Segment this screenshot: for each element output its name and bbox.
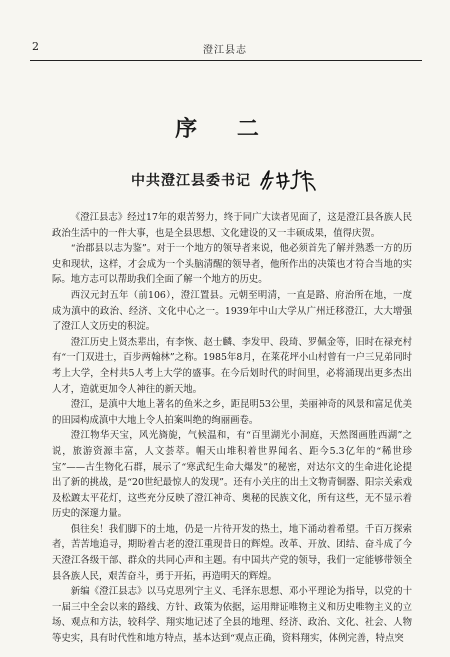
paragraph: 俱往矣！我们脚下的土地，仍是一片待开发的热土，地下涌动着希望。千百万探索者，苦苦地追寻，期盼着古老的澄江重现昔日的辉煌。改革、开放、团结、奋斗成了今天澄江各级干部、群众的共同心声和主题。有中国共产党的领导，我们一定能够带领全县各族人民，艰苦奋斗，勇于开拓，再造明天的辉煌。	[52, 523, 412, 582]
handwritten-signature	[257, 167, 319, 193]
paragraph: 《澄江县志》经过17年的艰苦努力，终于同广大读者见面了，这是澄江县各族人民政治生活中的一件大事，也是全县思想、文化建设的又一丰硕成果，值得庆贺。	[52, 212, 412, 239]
paragraph: “治郡县以志为鉴”。对于一个地方的领导者来说，他必须首先了解并熟悉一方的历史和现状，这样，才会成为一个头脑清醒的领导者，他所作出的决策也才符合当地的实际。地方志可以帮助我们全面了解一个地方的历史。	[52, 243, 412, 286]
byline	[0, 167, 450, 193]
paragraph: 新编《澄江县志》以马克思列宁主义、毛泽东思想、邓小平理论为指导，以党的十一届三中全会以来的路线、方针、政策为依据，运用辩证唯物主义和历史唯物主义的立场、观点和方法，较科学、翔实地记述了全县的地理、经济、政治、文化、社会、人物等史实，具有时代性和地方特点，基本达到“观点正确，资料翔实，体例完善，特点突	[52, 586, 412, 645]
section-title: 序 二	[175, 116, 275, 142]
author-title: 中共澄江县委书记	[131, 173, 251, 189]
preface-body	[52, 210, 412, 647]
paragraph: 澄江，是滇中大地上著名的鱼米之乡，距昆明53公里，美丽神奇的风景和富足优美的田园构成滇中大地上令人拍案叫绝的绚丽画卷。	[52, 399, 412, 426]
page-header	[30, 40, 420, 58]
paragraph: 西汉元封五年（前106），澄江置县。元朝至明清，一直是路、府治所在地，一度成为滇中的政治、经济、文化中心之一。1939年中山大学从广州迁移澄江，大大增强了澄江人文历史的积淀。	[52, 289, 412, 333]
running-title: 澄江县志	[203, 45, 247, 56]
page-number: 2	[32, 40, 39, 53]
header-rule	[30, 60, 422, 61]
paragraph: 澄江物华天宝，风光旖旎，气候温和，有“百里湖光小洞庭，天然图画胜西湖”之说，旅游资源丰富，人文荟萃。帽天山堆积着世界闻名、距今5.3亿年的“稀世珍宝”——古生物化石群，展示了“寒武纪生命大爆发”的秘密，对达尔文的生命进化论提出了新的挑战，是“20世纪最惊人的发现”。还有小关庄的出土文物青铜器、阳宗关索戏及松踱太平花灯，这些充分反映了澄江神奇、奥秘的民族文化，所有这些，无不显示着历史的深邃力量。	[52, 430, 412, 520]
paragraph: 澄江历史上贤杰辈出，有李恢、赵士麟、李发甲、段琦、罗佩金等，旧时在禄充村有“一门双进士，百步两翰林”之称。1985年8月，在莱花坪小山村曾有一户三兄弟同时考上大学，全村共5人考上大学的盛事。在今后划时代的时间里，必将涌现出更多杰出人才，造就更加令人神往的新天地。	[52, 336, 412, 395]
